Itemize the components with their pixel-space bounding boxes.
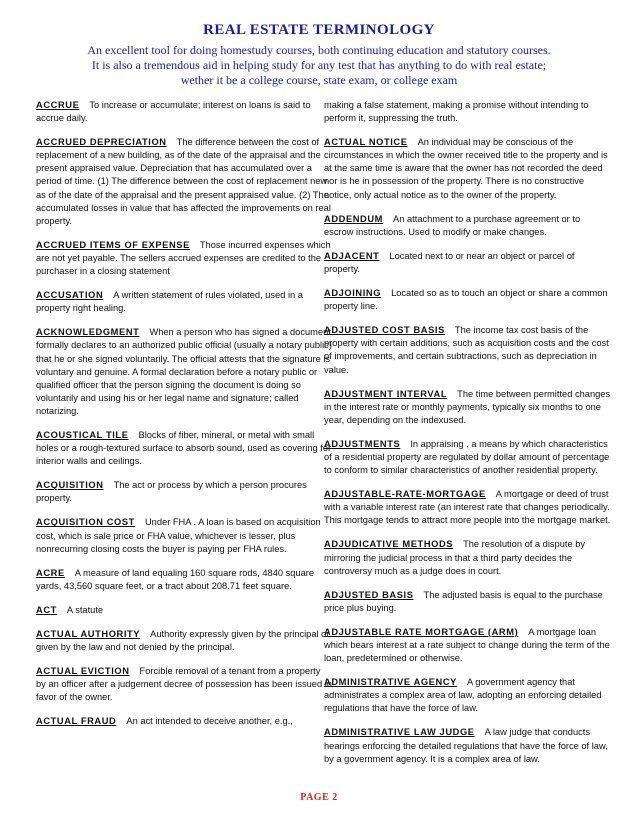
glossary-term: ACQUISITION [36, 480, 104, 491]
page-number: PAGE 2 [300, 792, 338, 803]
glossary-term: ACT [36, 604, 57, 615]
glossary-definition: The income tax cost basis of the property with certain additions, such as acquisition costs and the cost of improvements, and certain subtractions, such as depreciation in value. [324, 325, 609, 375]
glossary-definition: An individual may be conscious of the circumstances in which the owner received title to the property and is at the same time is aware that the owner has not recorded the deed nor is he in possession of the property. There is no constructive notice, only actual notice as to the owner of the property. [324, 137, 608, 200]
glossary-definition: The difference between the cost of replacement of a new building, as of the date of the appraisal and the present appraised value. Depreciation that has accumulated over a period of time. (1) The difference between the cost of replacement new as of the date of the appraisal and the present appraised value. (2) The accumulated losses in value that has affected the improvements on real property. [36, 137, 331, 226]
glossary-term: ACCUSATION [36, 290, 104, 301]
glossary-term: ACTUAL FRAUD [36, 716, 117, 727]
glossary-entry [324, 538, 612, 577]
glossary-term: ACOUSTICAL TILE [36, 429, 129, 440]
glossary-entry [36, 239, 332, 278]
glossary-definition: A mortgage or deed of trust with a variable interest rate (an interest rate that changes periodically. This mortgage tends to attract more people into the mortgage market. [324, 489, 611, 526]
glossary-entry [36, 326, 332, 418]
glossary-term: ADMINISTRATIVE AGENCY [324, 677, 457, 688]
subtitle-line: wether it be a college course, state exam, or college exam [180, 73, 458, 87]
glossary-entry [324, 388, 612, 427]
glossary-entry [36, 479, 332, 505]
glossary-definition: In appraising , a means by which characteristics of a residential property are regulated by dollar amount of percentage to conform to similar characteristics of another residential property. [324, 438, 610, 476]
glossary-entry [324, 676, 612, 715]
glossary-entry [324, 488, 612, 527]
glossary-definition: A measure of land equaling 160 square rods, 4840 square yards, 43,560 square feet, or a tract about 208.71 feet square. [36, 567, 315, 591]
glossary-term: ACKNOWLEDGMENT [36, 327, 140, 338]
glossary-entry [36, 289, 332, 315]
glossary-definition: A statute [66, 604, 104, 615]
glossary-entry [324, 324, 612, 376]
glossary-term: ACTUAL NOTICE [324, 137, 408, 148]
glossary-term: ACCRUE [36, 100, 80, 110]
glossary-definition: A law judge that conducts hearings enforcing the detailed regulations that have the force of law, by a government agency. It is a complex area of law. [324, 727, 608, 764]
glossary-definition: Authority expressly given by the principal or given by the law and not denied by the principal. [36, 629, 330, 653]
glossary-definition: When a person who has signed a document formally declares to an authorized public official (usually a notary public) that he or she signed voluntarily. The official attests that the signature is voluntary and genuine. A formal declaration before a notary public or qualified officer that the person signing the document is doing so voluntarily and using his or her legal name and signature; called notarizing. [36, 327, 332, 416]
glossary-entry [324, 589, 612, 615]
glossary-definition: Forcible removal of a tenant from a property by an officer after a judgement decree of possession has been issued in favor of the owner. [36, 666, 332, 703]
page-title: REAL ESTATE TERMINOLOGY [203, 22, 435, 38]
right-column [324, 99, 612, 777]
glossary-term: ACCRUED DEPRECIATION [36, 137, 167, 148]
glossary-entry [36, 567, 332, 593]
glossary-definition: Under FHA . A loan is based on acquisition cost, which is sale price or FHA value, whichever is lesser, plus nonrecurring closing costs the buyer is paying per FHA rules. [36, 517, 321, 554]
glossary-term: ADJUSTABLE RATE MORTGAGE (ARM) [324, 626, 519, 637]
glossary-entry [324, 726, 612, 765]
glossary-term: ADDENDUM [324, 213, 384, 224]
glossary-definition: A written statement of rules violated, used in a property right healing. [36, 290, 303, 314]
glossary-term: ACQUISITION COST [36, 517, 135, 528]
glossary-definition: An attachment to a purchase agreement or to escrow instructions. Used to modify or make changes. [324, 213, 581, 237]
glossary-entry [36, 99, 332, 125]
glossary-term: ADJOINING [324, 288, 382, 299]
glossary-entry [324, 287, 612, 313]
subtitle-line: It is also a tremendous aid in helping study for any test that has anything to do with real estate; [91, 58, 547, 72]
subtitle-line: An excellent tool for doing homestudy courses, both continuing education and statutory courses. [87, 43, 551, 57]
glossary-entry [36, 628, 332, 654]
glossary-term: ADJUSTMENTS [324, 438, 401, 449]
glossary-entry [324, 626, 612, 665]
glossary-term: ACRE [36, 567, 65, 578]
glossary-definition: Those incurred expenses which are not yet payable. The sellers accrued expenses are credited to the purchaser in a closing statement [36, 239, 331, 277]
glossary-definition: The act or process by which a person procures property. [36, 480, 307, 504]
left-column [36, 99, 332, 740]
glossary-definition: The adjusted basis is equal to the purchase price plus buying. [324, 589, 603, 613]
glossary-term: ACTUAL EVICTION [36, 666, 130, 677]
glossary-term: ADJUSTED BASIS [324, 589, 414, 600]
page-subtitle [40, 43, 598, 88]
glossary-entry [36, 429, 332, 468]
glossary-entry [324, 213, 612, 239]
glossary-definition: A mortgage loan which bears interest at a rate subject to change during the term of the loan, predetermined or otherwise. [324, 626, 610, 664]
glossary-term: ADJUDICATIVE METHODS [324, 539, 454, 550]
glossary-entry [36, 516, 332, 555]
glossary-term: ACCRUED ITEMS OF EXPENSE [36, 239, 190, 250]
glossary-entry [36, 665, 332, 704]
glossary-term: ADJUSTABLE-RATE-MORTGAGE [324, 489, 486, 500]
glossary-definition: A government agency that administrates a complex area of law, adopting an enforcing detailed regulations that have the force of law. [324, 677, 602, 714]
glossary-definition: The resolution of a dispute by mirroring the judicial process in that a third party decides the controversy much as a judge does in court. [324, 539, 586, 576]
glossary-entry [324, 250, 612, 276]
glossary-definition: An act intended to deceive another, e.g., [126, 716, 293, 727]
glossary-definition: Located next to or near an object or parcel of property. [324, 250, 575, 274]
glossary-definition: To increase or accumulate; interest on loans is said to accrue daily. [36, 100, 311, 124]
glossary-entry [324, 438, 612, 477]
glossary-entry [324, 136, 612, 201]
glossary-entry [36, 136, 332, 228]
glossary-definition: Located so as to touch an object or share a common property line. [324, 288, 608, 312]
glossary-entry [36, 604, 332, 617]
glossary-term: ADJUSTED COST BASIS [324, 325, 445, 336]
glossary-term: ADJACENT [324, 250, 380, 261]
glossary-term: ADJUSTMENT INTERVAL [324, 388, 448, 399]
glossary-definition: The time between permitted changes in the interest rate or monthly payments, typically six months to one year, depending on the indexused. [324, 388, 611, 425]
glossary-continuation: making a false statement, making a promise without intending to perform it, suppressing the truth. [324, 100, 589, 124]
glossary-definition: Blocks of fiber, mineral, or metal with small holes or a rough-textured surface to absorb sound, used as covering for interior walls and ceilings. [36, 429, 332, 467]
glossary-term: ACTUAL AUTHORITY [36, 629, 141, 639]
glossary-entry [36, 715, 332, 728]
glossary-term: ADMINISTRATIVE LAW JUDGE [324, 727, 475, 738]
